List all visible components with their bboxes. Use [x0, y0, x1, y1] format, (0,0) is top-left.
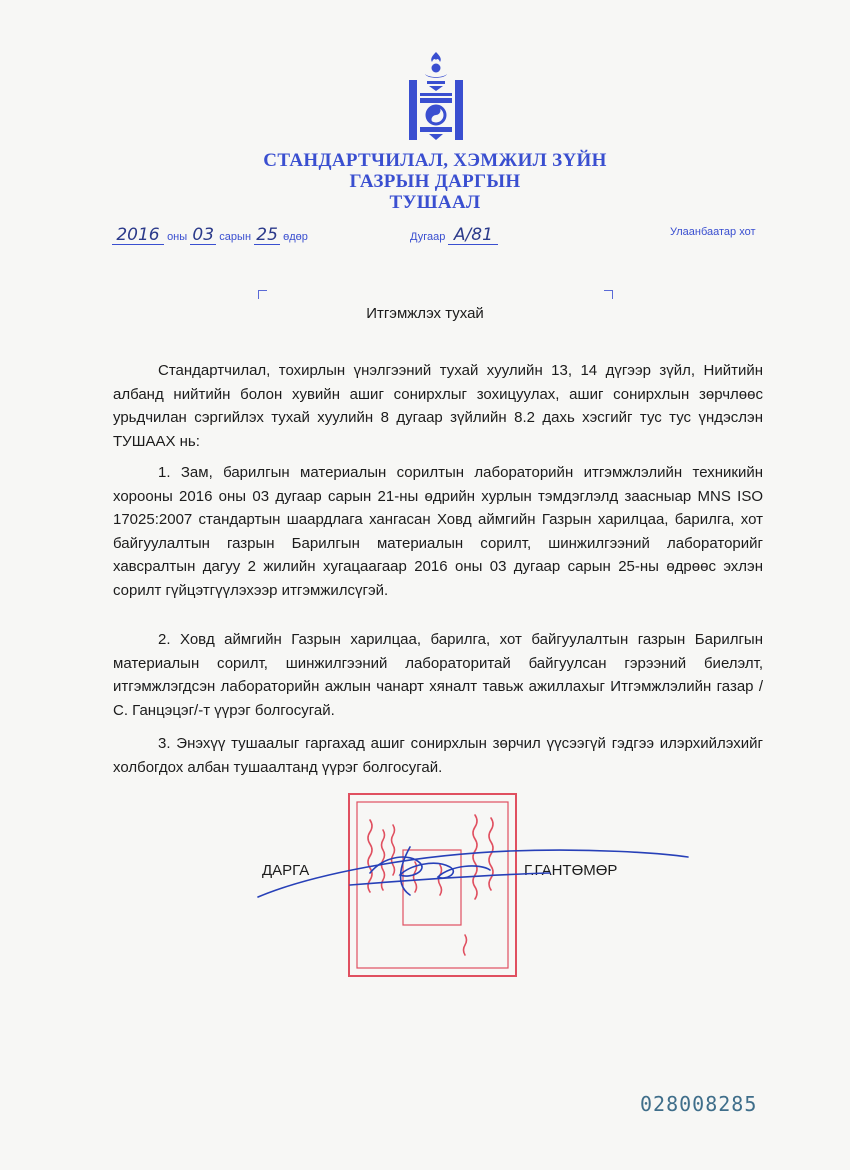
document-header	[240, 150, 630, 213]
clause-3	[113, 732, 763, 779]
date-line	[112, 226, 308, 245]
address-corner-right	[604, 290, 613, 299]
preamble-paragraph	[113, 359, 763, 453]
signatory-name: Г.ГАНТӨМӨР	[524, 862, 618, 879]
header-line-1: СТАНДАРТЧИЛАЛ, ХЭМЖИЛ ЗҮЙН	[263, 150, 607, 171]
date-day: 25	[254, 226, 280, 245]
document-subject: Итгэмжлэх тухай	[366, 305, 484, 322]
header-line-3: ТУШААЛ	[389, 192, 481, 213]
clause-2	[113, 628, 763, 722]
date-month: 03	[190, 226, 216, 245]
state-emblem-icon	[407, 50, 465, 142]
date-year-label: оны	[167, 231, 188, 243]
paragraph-text: 1. Зам, барилгын материалын сорилтын лабораторийн итгэмжлэлийн техникийн хорооны 2016 оны 03 дугаар сарын 21-ны өдрийн хурлын тэмдэглэлд заасныар MNS ISO 17025:2007 стандартын шаардлага хангасан Ховд аймгийн Газрын харилцаа, барилга, хот байгуулалтын газрын Барилгын материалын сорилт, шинжилгээний лабораторийг хавсралтын дагуу 2 жилийн хугацаагаар 2016 оны 03 дугаар сарын 25-ны өдрөөс эхлэн сорилт гүйцэтгүүлэхээр итгэмжилсүгэй.	[113, 464, 763, 599]
order-number-label: Дугаар	[410, 231, 446, 243]
serial-number: 028008285	[640, 1092, 758, 1116]
handwritten-signature	[250, 835, 690, 910]
signatory-title: ДАРГА	[262, 862, 310, 879]
paragraph-text: 2. Ховд аймгийн Газрын харилцаа, барилга, хот байгуулалтын газрын Барилгын материалын сорилт, шинжилгээний лабораторитай байгуулсан гэрээний биелэлт, итгэмжлэгдсэн лабораторийн ажлын чанарт хяналт тавьж ажиллахыг Итгэмжлэлийн газар /С. Ганцэцэг/-т үүрэг болгосугай.	[113, 631, 763, 719]
header-line-2: ГАЗРЫН ДАРГЫН	[349, 171, 521, 192]
date-month-label: сарын	[219, 231, 252, 243]
city: Улаанбаатар хот	[670, 226, 756, 238]
order-number	[410, 226, 498, 245]
paragraph-text: 3. Энэхүү тушаалыг гаргахад ашиг сонирхлын зөрчил үүсээгүй гэдгээ илэрхийлэхийг холбогдох албан тушаалтанд үүрэг болгосугай.	[113, 735, 763, 776]
date-year: 2016	[112, 226, 164, 245]
date-day-label: өдөр	[283, 231, 308, 243]
order-number-value: А/81	[448, 226, 498, 245]
paragraph-text: Стандартчилал, тохирлын үнэлгээний тухай хуулийн 13, 14 дүгээр зүйл, Нийтийн албанд нийтийн болон хувийн ашиг сонирхлыг зохицуулах, ашиг сонирхлын зөрчлөөс урьдчилан сэргийлэх тухай хуулийн 8 дугаар зүйлийн 8.2 дахь хэсгийг тус тус үндэслэн ТУШААХ нь:	[113, 362, 763, 450]
address-corner-left	[258, 290, 267, 299]
clause-1	[113, 461, 763, 602]
